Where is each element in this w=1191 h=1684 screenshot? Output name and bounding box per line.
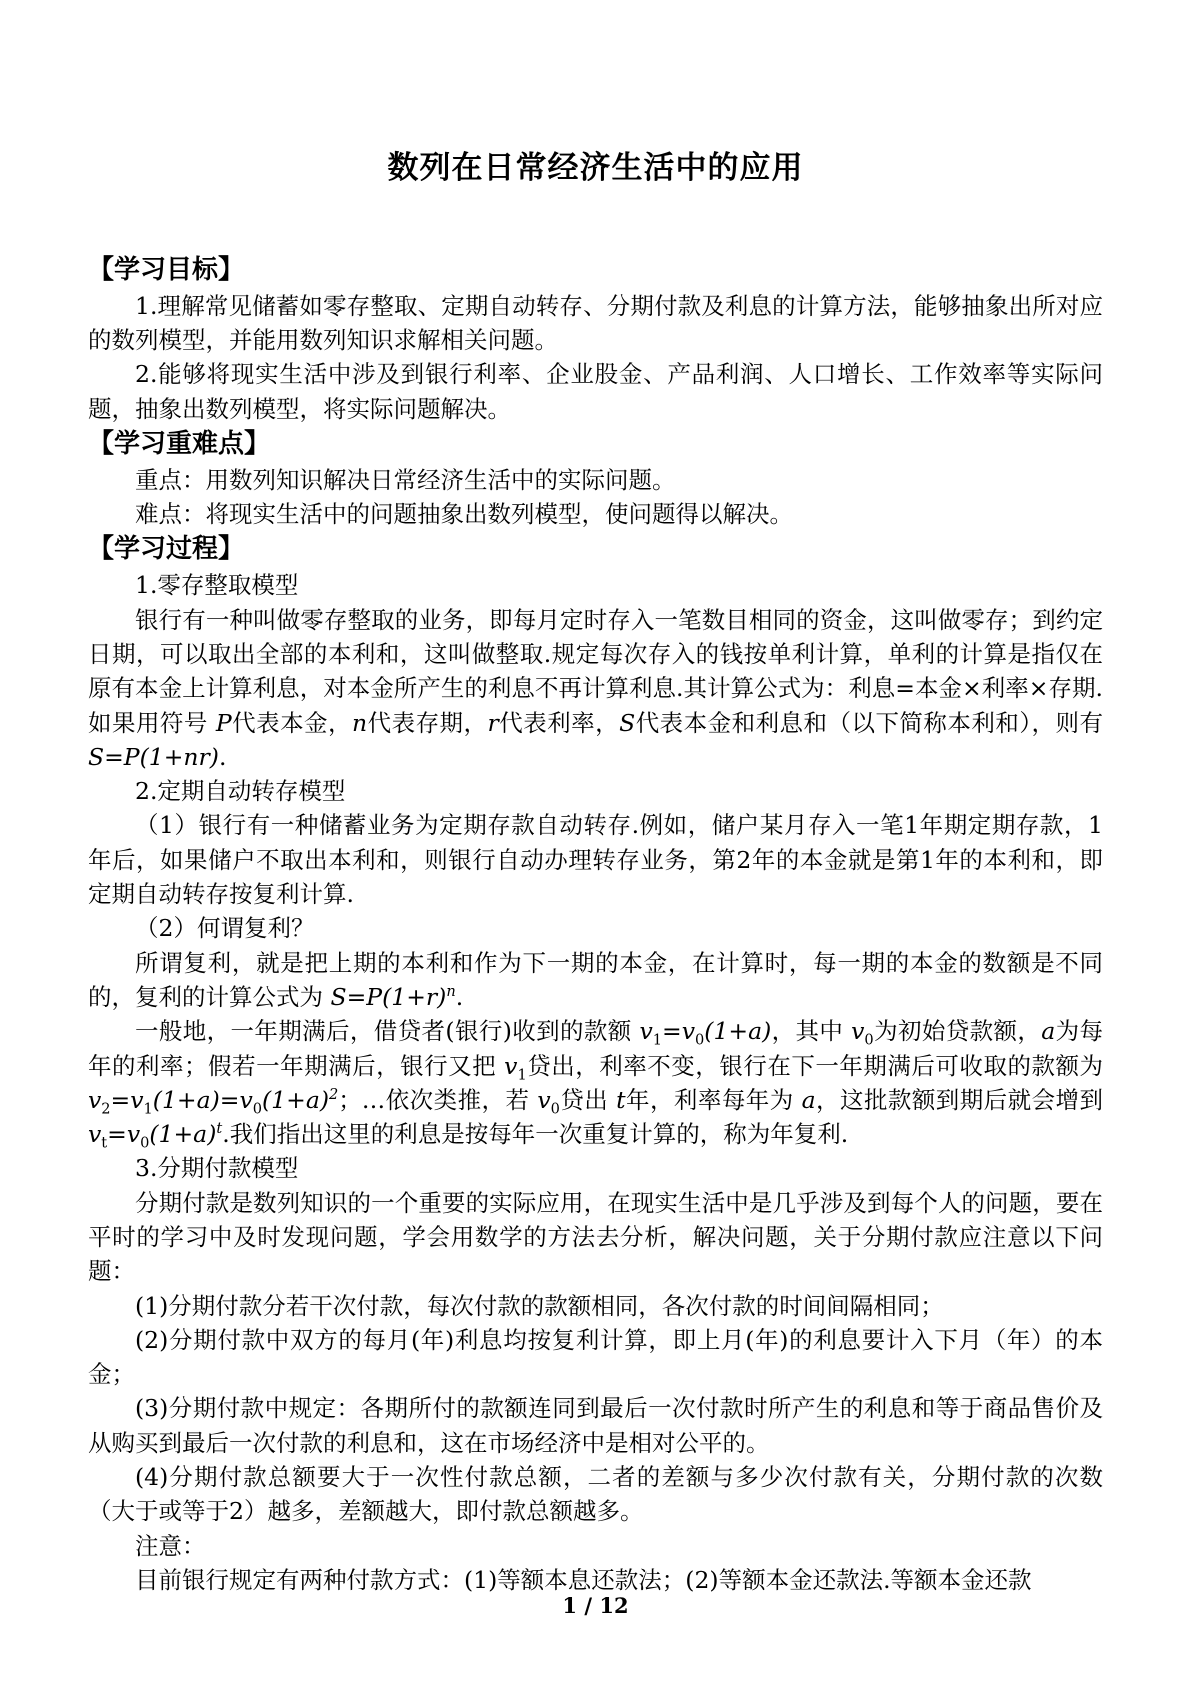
var-vt-base: v — [88, 1120, 102, 1149]
m2-t-i: ，这批款额到期后就会增到 — [815, 1085, 1103, 1114]
formula-vt — [88, 1120, 223, 1152]
var-v0 — [851, 1017, 874, 1049]
model1-body — [88, 603, 1103, 774]
var-v2-sub2: 1 — [143, 1100, 153, 1118]
model1-text-2: 代表本金， — [231, 708, 353, 737]
model3-point-4: (4)分期付款总额要大于一次性付款总额，二者的差额与多少次付款有关，分期付款的次数（大于或等于2）越多，差额越大，即付款总额越多。 — [88, 1463, 1103, 1526]
var-v1-base: v — [639, 1017, 653, 1046]
model1-text-5: 代表本金和利息和（以下简称本利和），则有 — [635, 708, 1103, 737]
m2-t-b: ，其中 — [771, 1017, 852, 1046]
m2-t-j: .我们指出这里的利息是按每年一次重复计算的，称为年复利. — [222, 1120, 849, 1149]
model2-body-compound — [88, 946, 1103, 1015]
var-a: a — [1041, 1017, 1056, 1046]
model1-text-1: 银行有一种叫做零存整取的业务，即每月定时存入一笔数目相同的资金，这叫做零存；到约定日期，可以取出全部的本利和，这叫做整取.规定每次存入的钱按单利计算，单利的计算是指仅在原有本金上计算利息，对本金所产生的利息不再计算利息.其计算公式为：利息=本金×利率×存期.如果用符号 — [88, 605, 1103, 737]
formula-v2 — [88, 1085, 339, 1118]
var-v1b-base: v — [504, 1051, 518, 1080]
formula-compound-base: S=P(1+r) — [330, 982, 447, 1011]
var-v1-b — [504, 1051, 527, 1084]
model3-point-2: (2)分期付款中双方的每月(年)利息均按复利计算，即上月(年)的利息要计入下月（年）的本金； — [88, 1325, 1103, 1389]
var-v2-r2: (1+a)=v — [152, 1085, 253, 1114]
var-v1-sub2: 0 — [695, 1031, 705, 1049]
model3-title: 3.分期付款模型 — [135, 1154, 299, 1183]
formula-compound-exponent: n — [446, 983, 456, 1001]
objective-item-2: 2.能够将现实生活中涉及到银行利率、企业股金、产品利润、人口增长、工作效率等实际问题，抽象出数列模型，将实际问题解决。 — [88, 360, 1103, 423]
m2-t-a: 一般地，一年期满后，借贷者(银行)收到的款额 — [135, 1017, 640, 1046]
model2-title: 2.定期自动转存模型 — [135, 777, 346, 806]
var-v1 — [639, 1017, 772, 1049]
var-v1b-subscript: 1 — [517, 1066, 527, 1084]
model1-text-3: 代表存期， — [367, 708, 488, 737]
symbol-n: n — [352, 708, 368, 737]
var-v2-subscript: 2 — [101, 1100, 111, 1118]
var-vt-r2: (1+a) — [149, 1120, 217, 1149]
model2-text-tail: . — [455, 982, 464, 1011]
model1-text-6: . — [218, 742, 227, 771]
difficult-point-item: 难点：将现实生活中的问题抽象出数列模型，使问题得以解决。 — [135, 500, 793, 529]
page-footer: 1 / 12 — [562, 1593, 629, 1618]
var-vt-r: =v — [107, 1120, 141, 1149]
symbol-S: S — [619, 708, 636, 737]
model3-point-1: (1)分期付款分若干次付款，每次付款的款额相同，各次付款的时间间隔相同； — [135, 1291, 944, 1320]
model2-text-1: 所谓复利，就是把上期的本利和作为下一期的本金，在计算时，每一期的本金的数额是不同的，复利的计算公式为 — [88, 948, 1103, 1011]
var-vt-exponent: t — [216, 1120, 223, 1138]
page-title: 数列在日常经济生活中的应用 — [387, 150, 804, 186]
var-vt-sub2: 0 — [140, 1134, 150, 1152]
model3-point-3: (3)分期付款中规定：各期所付的款额连同到最后一次付款时所产生的利息和等于商品售价及从购买到最后一次付款的利息和，这在市场经济中是相对公平的。 — [88, 1394, 1103, 1457]
section-heading-key-difficulties: 【学习重难点】 — [88, 428, 271, 459]
var-v0b-subscript: 0 — [550, 1100, 560, 1118]
var-v1-eq: =v — [662, 1017, 696, 1046]
var-v2-base: v — [88, 1085, 102, 1114]
var-v2-sub3: 0 — [252, 1100, 263, 1118]
model2-body-general — [88, 1014, 1103, 1151]
m2-t-e: 贷出，利率不变，银行在下一年期满后可收取的款额为 — [526, 1051, 1103, 1080]
note-body: 目前银行规定有两种付款方式：(1)等额本息还款法；(2)等额本金还款法.等额本金还款 — [135, 1565, 1032, 1594]
var-vt-subscript: t — [101, 1134, 108, 1152]
symbol-P: P — [215, 708, 232, 737]
var-v0-base: v — [851, 1017, 865, 1046]
var-v0-b — [537, 1085, 560, 1118]
objective-item-1: 1.理解常见储蓄如零存整取、定期自动转存、分期付款及利息的计算方法，能够抽象出所对应的数列模型，并能用数列知识求解相关问题。 — [88, 291, 1103, 355]
model2-item-2: （2）何谓复利？ — [135, 914, 315, 943]
var-v2-r1: =v — [110, 1085, 144, 1114]
var-v2-r3: (1+a) — [262, 1085, 330, 1114]
var-a-2: a — [801, 1085, 816, 1114]
formula-simple-interest: S=P(1+nr) — [88, 742, 219, 771]
m2-t-f: ；…依次类推，若 — [338, 1085, 538, 1114]
model2-item-1: （1）银行有一种储蓄业务为定期存款自动转存.例如，储户某月存入一笔1年期定期存款，1年后，如果储户不取出本利和，则银行自动办理转存业务，第2年的本金就是第1年的本利和，即定期自动转存按复利计算. — [88, 811, 1103, 909]
section-heading-process: 【学习过程】 — [88, 534, 245, 565]
section-heading-objectives: 【学习目标】 — [88, 254, 245, 285]
m2-t-d: 为每年的利率；假若一年期满后，银行又把 — [88, 1017, 1103, 1080]
note-label: 注意： — [135, 1531, 206, 1560]
var-v2-exponent: 2 — [329, 1085, 339, 1103]
symbol-r: r — [487, 708, 499, 737]
var-v1-subscript: 1 — [652, 1031, 663, 1049]
var-v0-subscript: 0 — [864, 1031, 874, 1049]
m2-t-g: 贷出 — [559, 1085, 617, 1114]
key-point-item: 重点：用数列知识解决日常经济生活中的实际问题。 — [135, 465, 676, 494]
var-v1-rest2: (1+a) — [704, 1017, 772, 1046]
model1-title: 1.零存整取模型 — [135, 571, 299, 600]
m2-t-h: 年，利率每年为 — [625, 1085, 802, 1114]
m2-t-c: 为初始贷款额， — [873, 1017, 1042, 1046]
model3-body: 分期付款是数列知识的一个重要的实际应用，在现实生活中是几乎涉及到每个人的问题，要在平时的学习中及时发现问题，学会用数学的方法去分析，解决问题，关于分期付款应注意以下问题： — [88, 1188, 1103, 1286]
var-v0b-base: v — [537, 1085, 551, 1114]
model1-text-4: 代表利率， — [498, 708, 620, 737]
var-t: t — [616, 1085, 626, 1114]
